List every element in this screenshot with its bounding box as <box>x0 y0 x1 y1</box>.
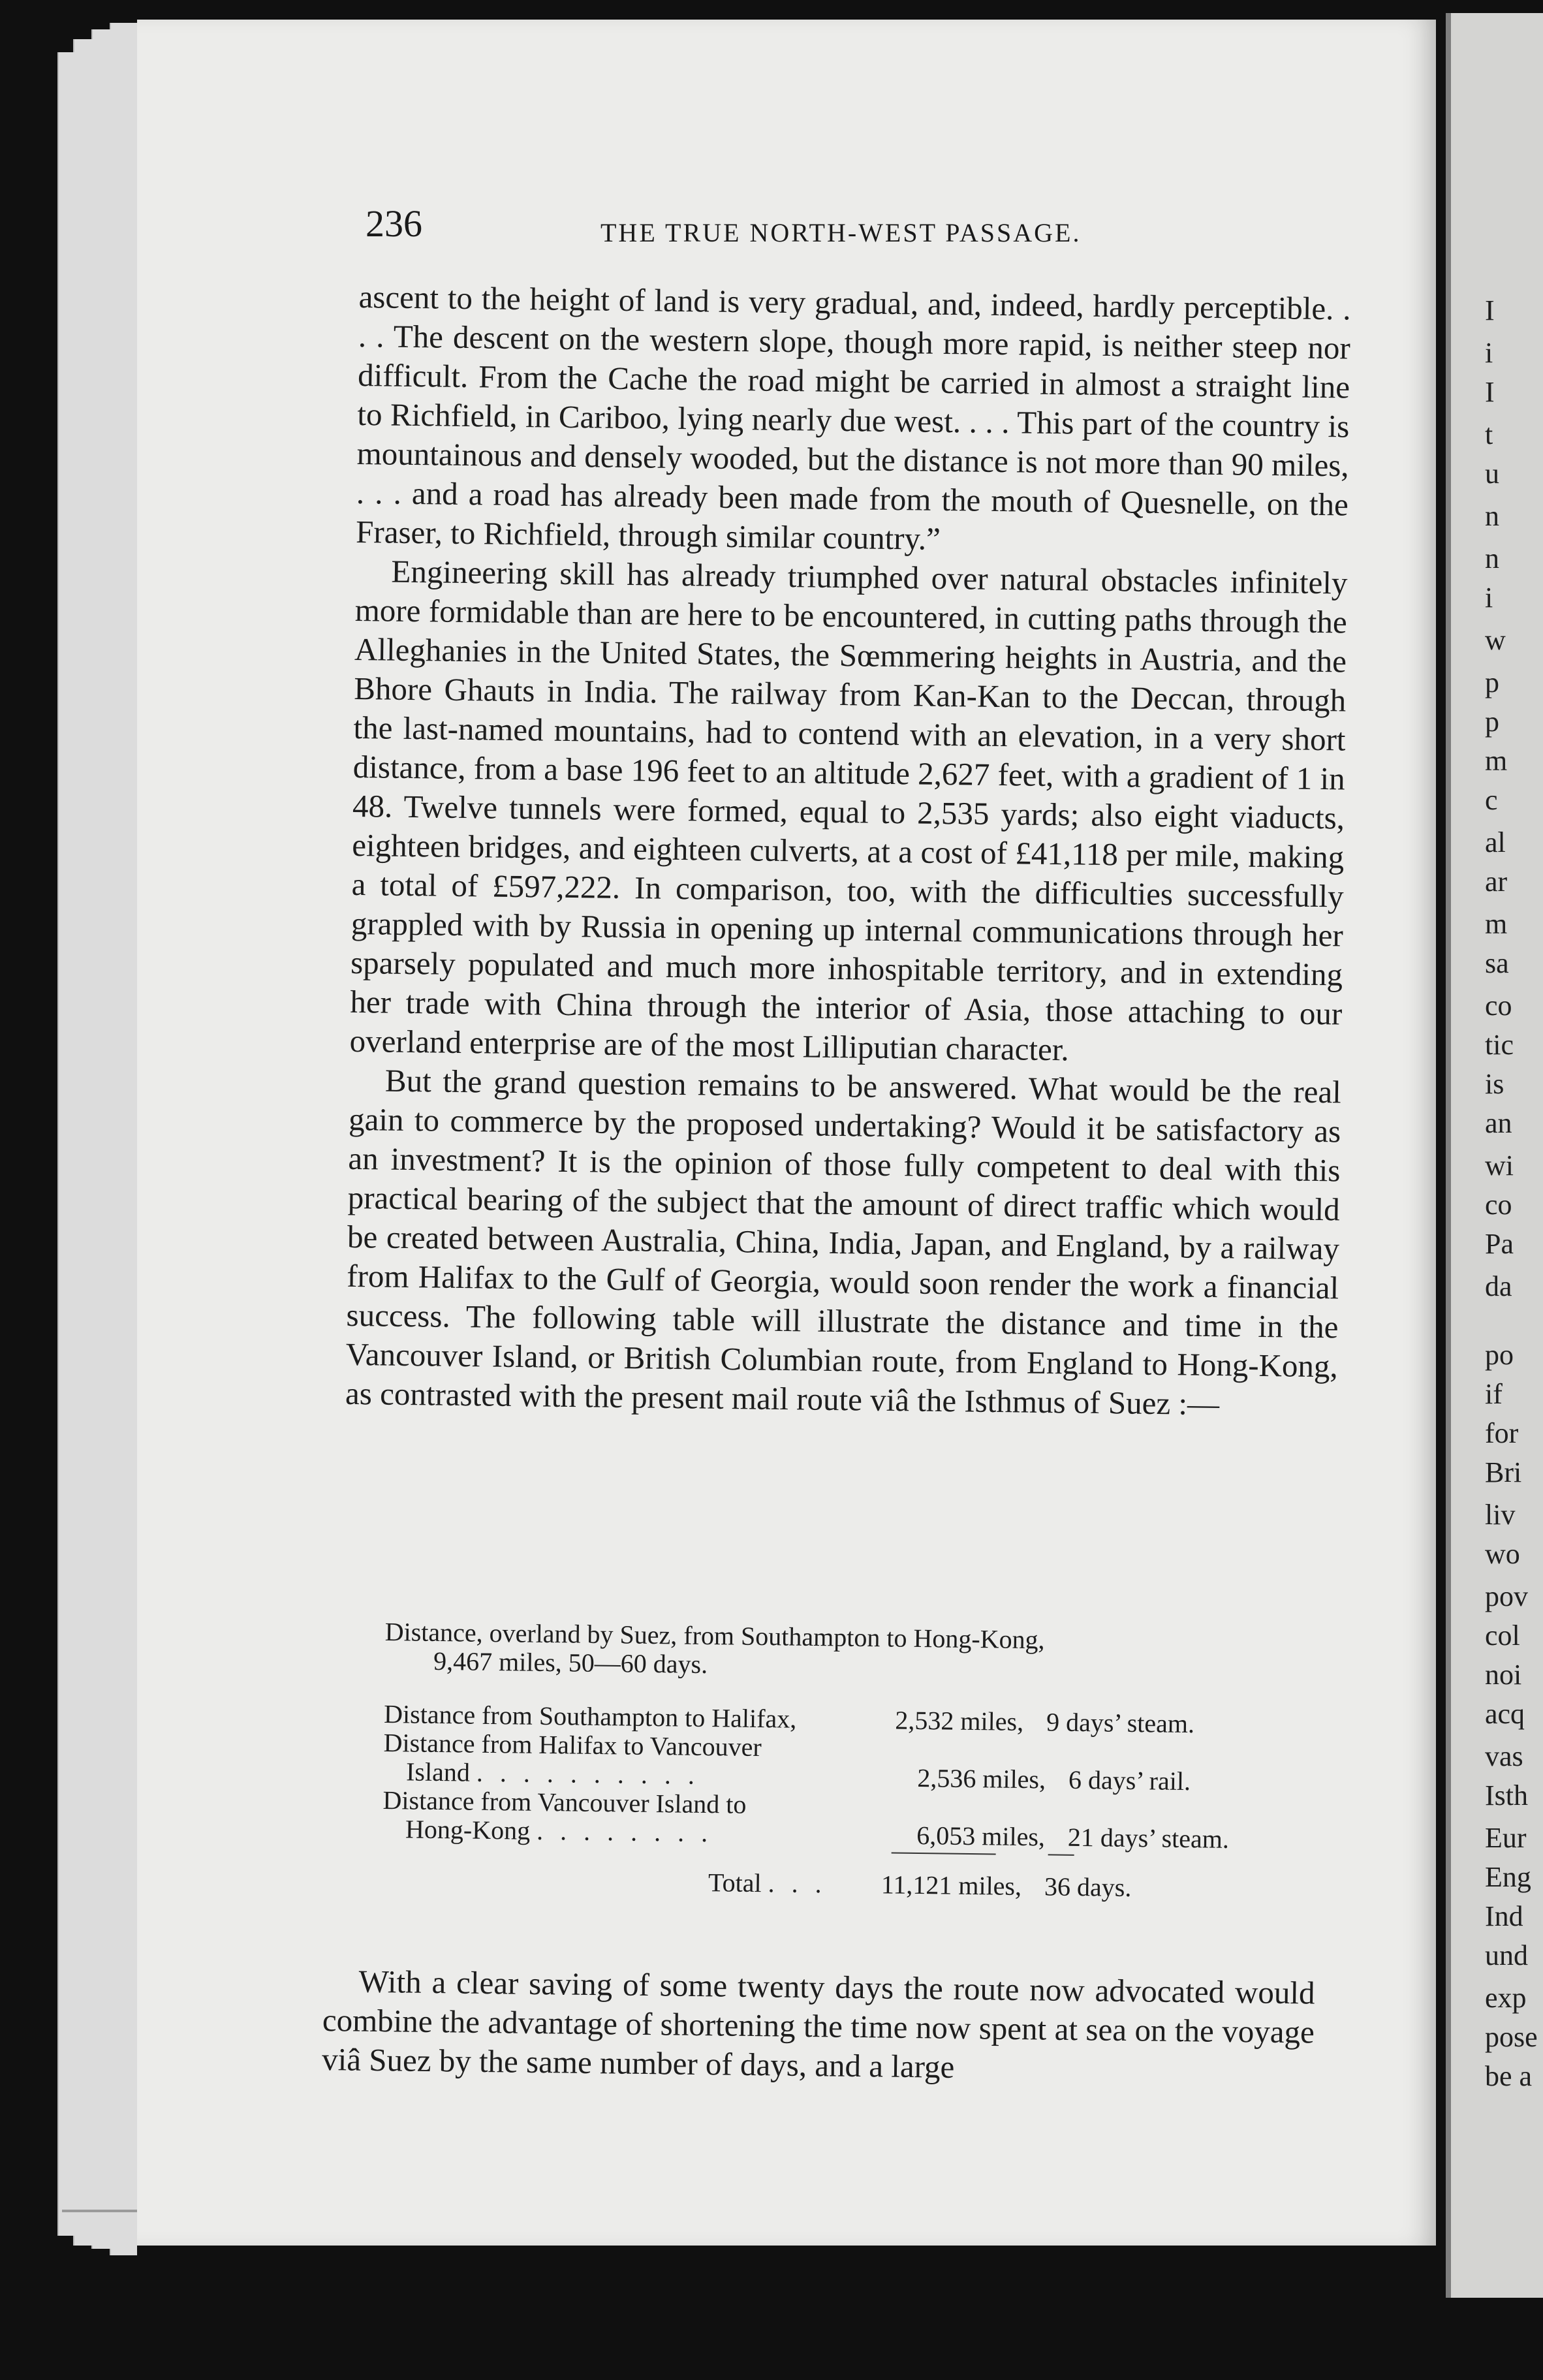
leader-dots: . . . . . . . . <box>536 1815 713 1848</box>
facing-page-fragment: n <box>1485 542 1499 574</box>
facing-page-fragment: if <box>1485 1378 1503 1410</box>
facing-page-fragment: pose <box>1485 2021 1538 2053</box>
row-label: Distance from Halifax to Vancouver <box>383 1727 762 1762</box>
page-number: 236 <box>366 202 422 245</box>
facing-page-fragment: u <box>1485 458 1499 490</box>
row-label: Distance from Vancouver Island to <box>382 1785 747 1819</box>
row-miles: 2,532 miles, <box>895 1705 1024 1736</box>
paragraph: But the grand question remains to be answered. What would be the real gain to commerce by the proposed undertaking? Would it be satisfactory as an investment? It is the opinion of those fully competent to deal with this practical bearing of the subject that the amount of direct traffic which would be created between Australia, China, India, Japan, and England, by a railway from Halifax to the Gulf of Georgia, would soon render the work a financial success. The following table will illustrate the distance and time in the Vancouver Island, or British Columbian route, from England to Hong-Kong, as contrasted with the present mail route viâ the Isthmus of Suez :— <box>345 1062 1342 1422</box>
facing-page-fragment: wi <box>1485 1150 1514 1182</box>
facing-page-fragment: an <box>1485 1107 1512 1139</box>
facing-page-fragment: Bri <box>1485 1456 1522 1488</box>
facing-page-fragment: Isth <box>1485 1779 1528 1811</box>
closing-text <box>322 1962 1315 2091</box>
sum-rule <box>1048 1854 1074 1855</box>
row-label: Distance from Southampton to Halifax, <box>383 1699 797 1734</box>
facing-page-fragment: Eng <box>1485 1861 1531 1893</box>
facing-page-fragment: noi <box>1485 1659 1522 1691</box>
facing-page-fragment: p <box>1485 666 1499 698</box>
running-head: THE TRUE NORTH-WEST PASSAGE. <box>600 218 1082 247</box>
facing-page-fragment: co <box>1485 1189 1512 1221</box>
facing-page-fragment: t <box>1485 418 1493 450</box>
leader-dots: . . . <box>768 1868 827 1899</box>
row-label: Island <box>405 1757 471 1787</box>
facing-page-fragment: tic <box>1485 1029 1514 1061</box>
facing-page-fragment: acq <box>1485 1698 1525 1730</box>
facing-page-fragment: Eur <box>1485 1822 1527 1854</box>
row-miles: 6,053 miles, <box>916 1820 1046 1852</box>
facing-page-fragment: co <box>1485 990 1512 1022</box>
facing-page-fragment: m <box>1485 908 1508 940</box>
total-label: Total <box>708 1868 762 1898</box>
total-time: 36 days. <box>1044 1871 1132 1902</box>
facing-page-fragment: i <box>1485 582 1493 614</box>
facing-page-fragment: p <box>1485 706 1499 738</box>
facing-page-fragment: Pa <box>1485 1228 1514 1260</box>
facing-page-fragment: ar <box>1485 866 1508 898</box>
paragraph: ascent to the height of land is very gradual, and, indeed, hardly perceptible. . . . The descent on the western slope, though more rapid, is neither steep nor difficult. From the Cache the road might be carried in almost a straight line to Richfield, in Cariboo, lying nearly due west. . . . This part of the country is mountainous and densely wooded, but the distance is not more than 90 miles, . . . and a road has already been made from the mouth of Quesnelle, on the Fraser, to Richfield, through similar country.” <box>355 278 1351 557</box>
facing-page-fragment: be a <box>1485 2060 1533 2092</box>
body-text <box>345 277 1351 1425</box>
row-label: Hong-Kong <box>405 1814 531 1845</box>
facing-page-fragment: po <box>1485 1339 1514 1371</box>
leader-dots: . . . . . . . . . . <box>476 1757 700 1790</box>
facing-page-fragment: Ind <box>1485 1900 1523 1932</box>
facing-page-fragment: und <box>1485 1939 1528 1971</box>
suez-line: Distance, overland by Suez, from Southampton to Hong-Kong, <box>384 1617 1045 1655</box>
facing-page-fragment: I <box>1485 294 1495 326</box>
facing-page-fragment: c <box>1485 784 1498 816</box>
facing-page-fragment: pov <box>1485 1580 1528 1612</box>
suez-route <box>384 1618 1299 1686</box>
facing-page-fragment: w <box>1485 624 1506 656</box>
facing-page-fragment: n <box>1485 500 1499 532</box>
facing-page-fragment: liv <box>1485 1499 1516 1531</box>
sum-rule <box>892 1853 996 1855</box>
facing-page-fragment: wo <box>1485 1538 1520 1570</box>
facing-page-fragment: for <box>1485 1417 1519 1449</box>
row-time: 6 days’ rail. <box>1068 1764 1191 1796</box>
suez-line: 9,467 miles, 50—60 days. <box>433 1646 708 1680</box>
facing-page-fragment: I <box>1485 376 1495 408</box>
facing-page-fragment: exp <box>1485 1982 1527 2014</box>
total-miles: 11,121 miles, <box>881 1870 1022 1901</box>
facing-page-fragment: is <box>1485 1068 1504 1100</box>
paragraph: Engineering skill has already triumphed over natural obstacles infinitely more formidable than are here to be encountered, in cutting paths through the Alleghanies in the United States, the Sœmmering heights in Austria, and the Bhore Ghauts in India. The railway from Kan-Kan to the Deccan, through the last-named mountains, had to contend with an elevation, in a very short distance, from a base 196 feet to an altitude 2,627 feet, with a gradient of 1 in 48. Twelve tunnels were formed, equal to 2,535 yards; also eight viaducts, eighteen bridges, and eighteen culverts, at a cost of £41,118 per mile, making a total of £597,222. In comparison, too, with the difficulties successfully grappled with by Russia in opening up internal communications through her sparsely populated and much more inhospitable territory, and in extending her trade with China through the interior of Asia, those attaching to our overland enterprise are of the most Lilliputian character. <box>349 553 1348 1068</box>
page-edge <box>57 52 85 2236</box>
facing-page-fragment: m <box>1485 745 1508 777</box>
page-header <box>366 147 1345 247</box>
facing-page-fragment: da <box>1485 1270 1512 1302</box>
facing-page <box>1446 13 1543 2298</box>
paragraph: With a clear saving of some twenty days the route now advocated would combine the advantage of shortening the time now spent at sea on the voyage viâ Suez by the same number of days, and a large <box>321 1963 1315 2085</box>
row-miles: 2,536 miles, <box>917 1762 1046 1794</box>
facing-page-fragment: al <box>1485 826 1506 858</box>
distance-table <box>382 1618 1299 1904</box>
facing-page-fragment: col <box>1485 1620 1520 1652</box>
facing-page-fragment: i <box>1485 337 1493 369</box>
row-time: 9 days’ steam. <box>1046 1707 1195 1739</box>
facing-page-fragment: sa <box>1485 947 1509 979</box>
facing-page-fragment: vas <box>1485 1740 1523 1772</box>
row-time: 21 days’ steam. <box>1067 1822 1230 1854</box>
